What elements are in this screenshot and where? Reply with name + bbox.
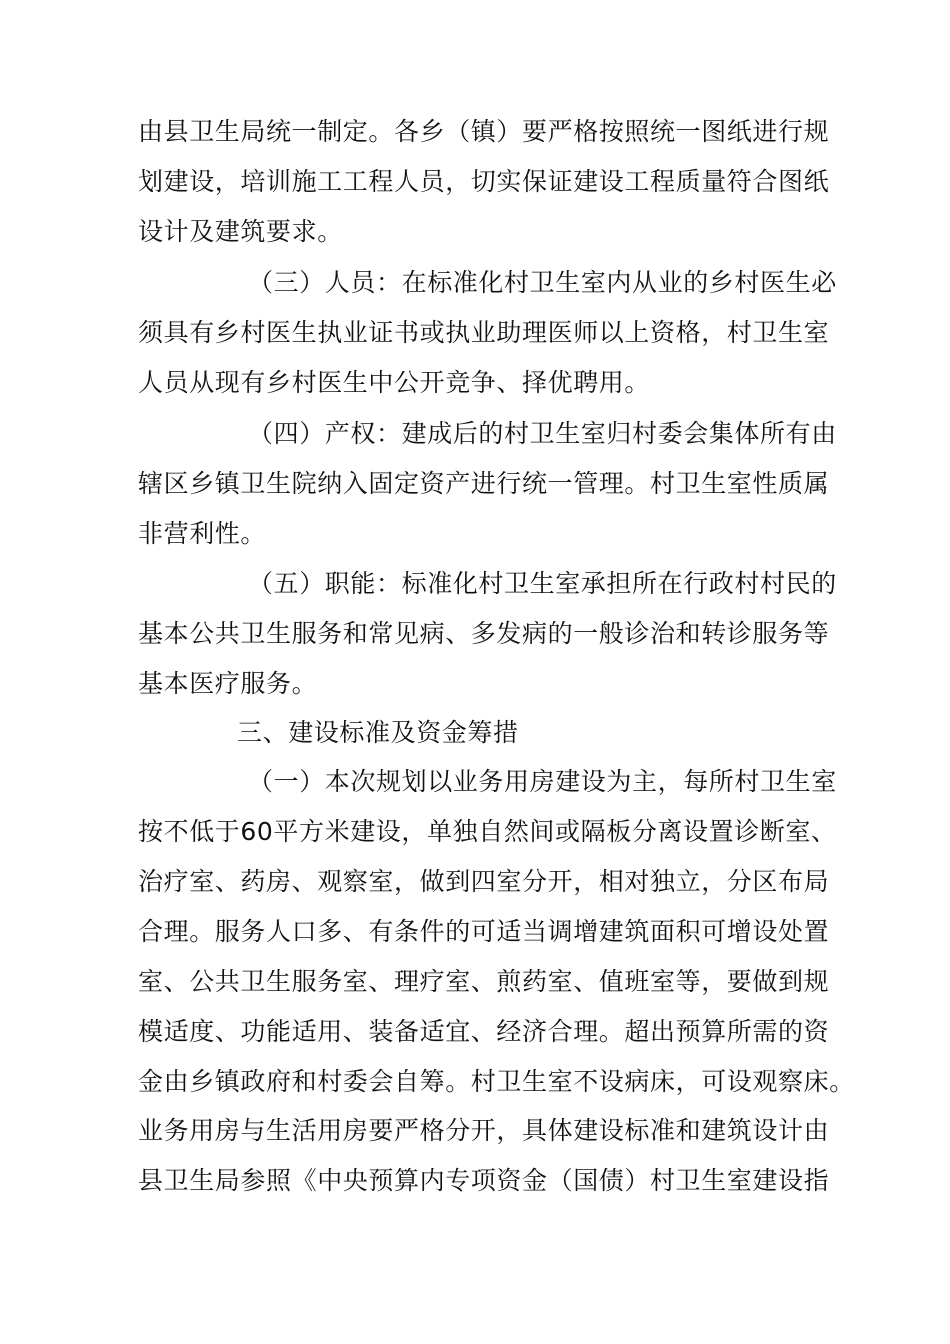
paragraph-line: 基本医疗服务。 [138, 669, 318, 698]
paragraph-line: 辖区乡镇卫生院纳入固定资产进行统一管理。村卫生室性质属 [138, 469, 830, 498]
paragraph-line: 合理。服务人口多、有条件的可适当调增建筑面积可增设处置 [138, 917, 830, 946]
section-heading: 三、建设标准及资金筹措 [237, 718, 519, 747]
paragraph-line: 设计及建筑要求。 [138, 217, 343, 246]
paragraph-line: 按不低于60平方米建设，单独自然间或隔板分离设置诊断室、 [138, 817, 837, 846]
paragraph-line: 须具有乡村医生执业证书或执业助理医师以上资格，村卫生室 [138, 318, 830, 347]
paragraph-line: （三）人员：在标准化村卫生室内从业的乡村医生必 [248, 268, 837, 297]
paragraph-line: （四）产权：建成后的村卫生室归村委会集体所有由 [248, 419, 837, 448]
paragraph-line: 基本公共卫生服务和常见病、多发病的一般诊治和转诊服务等 [138, 619, 830, 648]
paragraph-line: （五）职能：标准化村卫生室承担所在行政村村民的 [248, 569, 837, 598]
paragraph-line: 人员从现有乡村医生中公开竞争、择优聘用。 [138, 368, 651, 397]
paragraph-line: 金由乡镇政府和村委会自筹。村卫生室不设病床，可设观察床。 [138, 1067, 855, 1096]
paragraph-line: 县卫生局参照《中央预算内专项资金（国债）村卫生室建设指 [138, 1166, 830, 1195]
paragraph-line: 划建设，培训施工工程人员，切实保证建设工程质量符合图纸 [138, 167, 830, 196]
paragraph-line: 治疗室、药房、观察室，做到四室分开，相对独立，分区布局 [138, 867, 830, 896]
paragraph-line: （一）本次规划以业务用房建设为主，每所村卫生室 [248, 767, 837, 796]
paragraph-line: 非营利性。 [138, 519, 267, 548]
paragraph-line: 室、公共卫生服务室、理疗室、煎药室、值班室等，要做到规 [138, 967, 830, 996]
paragraph-line: 模适度、功能适用、装备适宜、经济合理。超出预算所需的资 [138, 1017, 830, 1046]
paragraph-line: 业务用房与生活用房要严格分开，具体建设标准和建筑设计由 [138, 1116, 830, 1145]
paragraph-line: 由县卫生局统一制定。各乡（镇）要严格按照统一图纸进行规 [138, 117, 830, 146]
